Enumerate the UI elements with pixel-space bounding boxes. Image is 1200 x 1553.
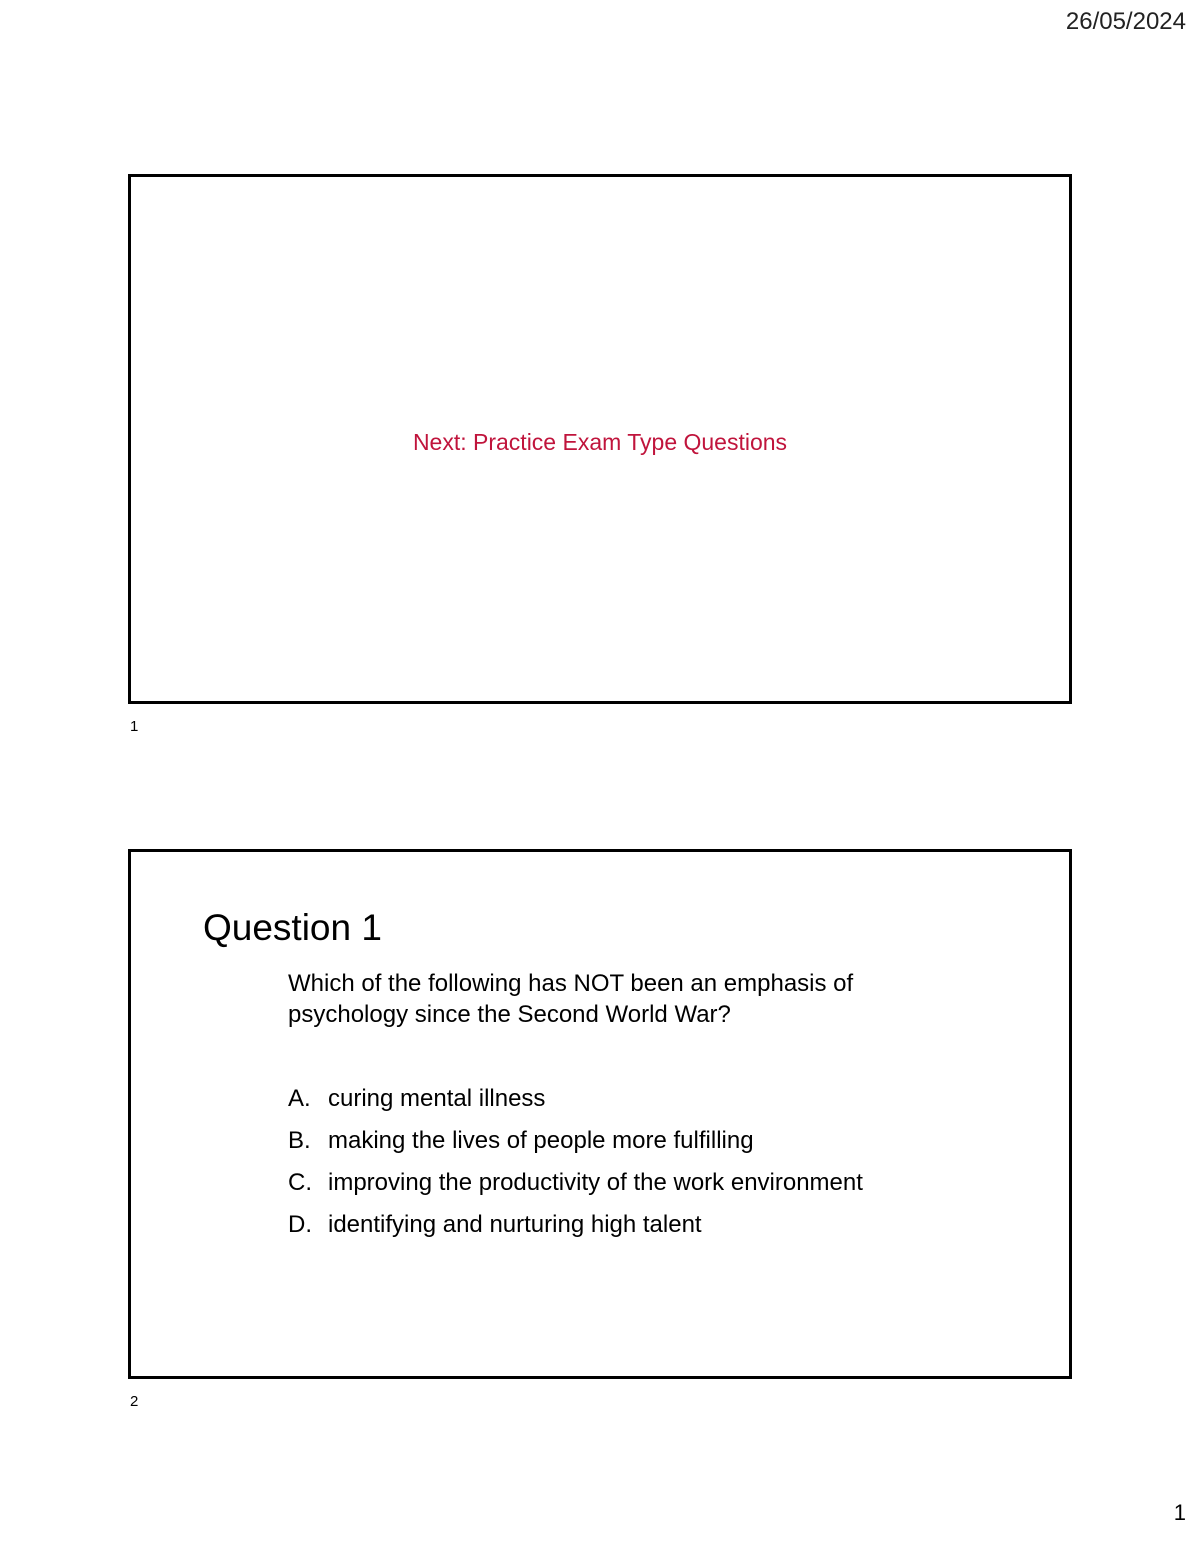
answer-options xyxy=(288,1083,908,1251)
option-c xyxy=(288,1167,908,1198)
slide-1 xyxy=(128,174,1072,704)
option-a xyxy=(288,1083,908,1114)
option-b xyxy=(288,1125,908,1156)
slide-number: 1 xyxy=(130,718,139,735)
option-letter: B. xyxy=(288,1127,311,1154)
page-number: 1 xyxy=(1173,1500,1186,1525)
option-letter: C. xyxy=(288,1169,312,1196)
option-text: curing mental illness xyxy=(328,1085,546,1112)
option-text: improving the productivity of the work environment xyxy=(328,1169,863,1196)
slide-2 xyxy=(128,849,1072,1379)
option-letter: A. xyxy=(288,1085,311,1112)
slide-1-heading: Next: Practice Exam Type Questions xyxy=(412,429,788,455)
slide-number: 2 xyxy=(130,1393,139,1410)
question-text: Which of the following has NOT been an emphasis of psychology since the Second World War? xyxy=(288,970,854,1028)
option-letter: D. xyxy=(288,1211,312,1238)
option-text: identifying and nurturing high talent xyxy=(328,1211,702,1238)
option-text: making the lives of people more fulfilling xyxy=(328,1127,754,1154)
print-date: 26/05/2024 xyxy=(1065,8,1186,35)
question-title: Question 1 xyxy=(203,907,382,948)
option-d xyxy=(288,1209,908,1240)
